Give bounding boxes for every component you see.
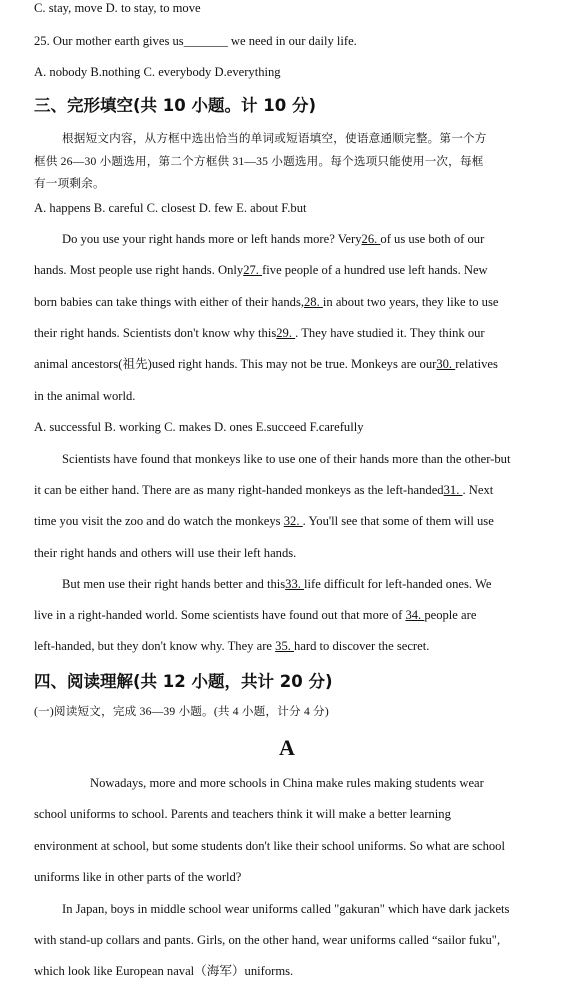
passage-3-line: But men use their right hands better and this33. life difficult for left-handed ones. We xyxy=(62,577,492,591)
passage-1-line: in the animal world. xyxy=(34,389,136,403)
blank-26: 26. xyxy=(361,232,381,246)
passage-1-line: animal ancestors(祖先)used right hands. This may not be true. Monkeys are our30. relatives xyxy=(34,357,498,371)
blank-33: 33. xyxy=(285,577,305,591)
blank-29: 29. xyxy=(276,326,296,340)
passage-1-line: Do you use your right hands more or left hands more? Very26. of us use both of our xyxy=(62,232,485,246)
q24-options: C. stay, move D. to stay, to move xyxy=(34,1,201,15)
instruction-line-2: 框供 26—30 小题选用，第二个方框供 31—35 小题选用。每个选项只能使用一次，每框 xyxy=(34,155,484,168)
section-3-heading: 三、完形填空(共 10 小题。计 10 分) xyxy=(34,96,316,115)
reading-line: In Japan, boys in middle school wear uniforms called "gakuran" which have dark jackets xyxy=(62,902,510,916)
passage-2-line: time you visit the zoo and do watch the monkeys 32. . You'll see that some of them will use xyxy=(34,514,494,528)
passage-1-line: born babies can take things with either of their hands,28. in about two years, they like to use xyxy=(34,295,499,309)
reading-line: Nowadays, more and more schools in China make rules making students wear xyxy=(90,776,484,790)
blank-32: 32. xyxy=(283,514,303,528)
reading-line: school uniforms to school. Parents and teachers think it will make a better learning xyxy=(34,807,451,821)
instruction-line-1: 根据短文内容，从方框中选出恰当的单词或短语填空，使语意通顺完整。第一个方 xyxy=(62,132,487,145)
word-box-1-options: A. happens B. careful C. closest D. few E. about F.but xyxy=(34,201,307,215)
blank-35: 35. xyxy=(275,639,295,653)
reading-line: uniforms like in other parts of the world? xyxy=(34,870,242,884)
blank-27: 27. xyxy=(243,263,263,277)
blank-34: 34. xyxy=(405,608,425,622)
sub-section-instruction: (一)阅读短文，完成 36—39 小题。(共 4 小题，计分 4 分) xyxy=(34,705,329,718)
blank-30: 30. xyxy=(436,357,456,371)
blank-31: 31. xyxy=(443,483,463,497)
reading-line: which look like European naval（海军）uniforms. xyxy=(34,964,294,978)
reading-line: environment at school, but some students don't like their school uniforms. So what are school xyxy=(34,839,505,853)
passage-3-line: live in a right-handed world. Some scientists have found out that more of 34. people are xyxy=(34,608,477,622)
passage-2-line: it can be either hand. There are as many right-handed monkeys as the left-handed31. . Next xyxy=(34,483,494,497)
instruction-line-3: 有一项剩余。 xyxy=(34,177,105,190)
passage-letter-a: A xyxy=(279,735,295,760)
q25-question: 25. Our mother earth gives us_______ we need in our daily life. xyxy=(34,34,357,48)
passage-2-line: their right hands and others will use their left hands. xyxy=(34,546,297,560)
section-4-heading: 四、阅读理解(共 12 小题，共计 20 分) xyxy=(34,672,333,691)
passage-2-line: Scientists have found that monkeys like to use one of their hands more than the other-but xyxy=(62,452,511,466)
word-box-2-options: A. successful B. working C. makes D. ones E.succeed F.carefully xyxy=(34,420,364,434)
passage-1-line: their right hands. Scientists don't know why this29. . They have studied it. They think our xyxy=(34,326,485,340)
passage-1-line: hands. Most people use right hands. Only27. five people of a hundred use left hands. New xyxy=(34,263,488,277)
blank-28: 28. xyxy=(304,295,323,309)
reading-line: with stand-up collars and pants. Girls, on the other hand, wear uniforms called “sailor fuku", xyxy=(34,933,501,947)
q25-options: A. nobody B.nothing C. everybody D.everything xyxy=(34,65,281,79)
passage-3-line: left-handed, but they don't know why. They are 35. hard to discover the secret. xyxy=(34,639,430,653)
